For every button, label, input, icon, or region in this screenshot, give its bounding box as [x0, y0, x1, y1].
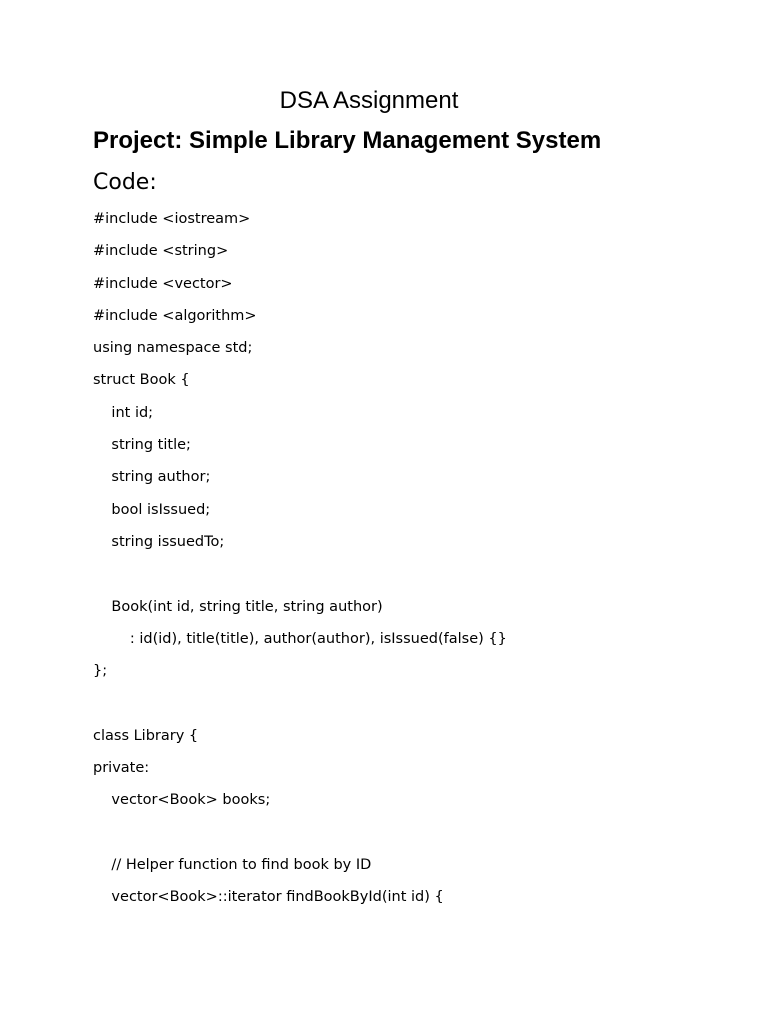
code-line: struct Book {: [93, 372, 190, 389]
code-line: private:: [93, 760, 150, 777]
code-line: [93, 819, 733, 851]
code-line: // Helper function to find book by ID: [93, 856, 372, 873]
code-line: string author;: [93, 469, 211, 486]
code-line: : id(id), title(title), author(author), isIssued(false) {}: [93, 630, 507, 647]
code-line: #include <iostream>: [93, 211, 251, 227]
code-line: #include <string>: [93, 243, 229, 260]
document-title: DSA Assignment: [279, 87, 459, 114]
code-heading: Code:: [93, 170, 157, 195]
code-line: string issuedTo;: [93, 533, 225, 550]
code-block: [93, 205, 733, 916]
code-line: using namespace std;: [93, 340, 253, 357]
code-line: #include <vector>: [93, 275, 233, 292]
code-line: [93, 689, 733, 721]
code-line: };: [93, 663, 108, 680]
code-line: Book(int id, string title, string author): [93, 598, 383, 615]
code-line: [93, 560, 733, 592]
code-line: int id;: [93, 404, 154, 421]
code-line: class Library {: [93, 727, 199, 744]
project-heading: Project: Simple Library Management System: [93, 127, 602, 154]
code-line: #include <algorithm>: [93, 307, 257, 324]
code-line: vector<Book> books;: [93, 792, 271, 809]
code-line: string title;: [93, 437, 191, 454]
code-line: bool isIssued;: [93, 501, 211, 518]
code-line: vector<Book>::iterator findBookById(int id) {: [93, 889, 444, 906]
